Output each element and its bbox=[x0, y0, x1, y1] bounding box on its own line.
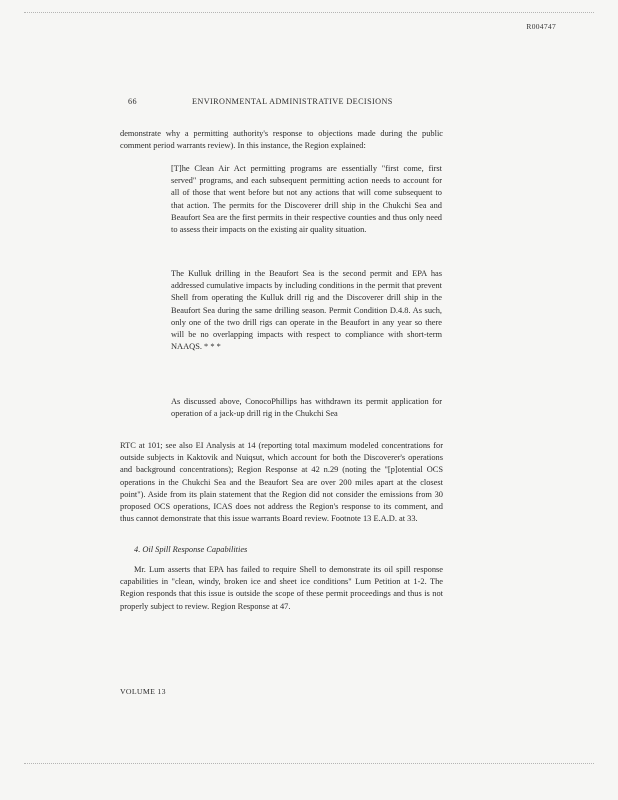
document-id: R004747 bbox=[526, 22, 556, 31]
quote-paragraph-1: [T]he Clean Air Act permitting programs are essentially "first come, first served" programs, and each subsequent permitting action needs to account for all of those that went before but not any actions that will come subsequent to that action. The permits for the Discoverer drill ship in the Chukchi Sea and Beaufort Sea are the first permits in their respective counties and thus only need to assess their impacts on the existing air quality situation. bbox=[171, 164, 442, 235]
scan-edge-bottom bbox=[24, 763, 594, 764]
scan-edge-top bbox=[24, 12, 594, 13]
section-heading: 4. Oil Spill Response Capabilities bbox=[134, 545, 248, 554]
final-paragraph: Mr. Lum asserts that EPA has failed to require Shell to demonstrate its oil spill response capabilities in "clean, windy, broken ice and sheet ice conditions" Lum Petition at 1-2. The Region responds that this issue is outside the scope of these permit proceedings and thus is not properly subject to review. Region Response at 47. bbox=[120, 565, 443, 611]
quote-paragraph-3: As discussed above, ConocoPhillips has withdrawn its permit application for operation of a jack-up drill rig in the Chukchi Sea bbox=[171, 397, 442, 419]
quote-paragraph-2: The Kulluk drilling in the Beaufort Sea is the second permit and EPA has addressed cumulative impacts by including conditions in the permit that prevent Shell from operating the Kulluk drill rig and the Discoverer drill ship in the Beaufort Sea during the same drilling season. Permit Condition D.4.8. As such, only one of the two drill rigs can operate in the Beaufort in any year so there will be no overlapping impacts with respect to compliance with short-term NAAQS. * * * bbox=[171, 269, 442, 352]
footer-volume: VOLUME 13 bbox=[120, 687, 166, 696]
running-header bbox=[128, 97, 488, 106]
continuation-paragraph: RTC at 101; see also EI Analysis at 14 (reporting total maximum modeled concentrations for outside subjects in Kaktovik and Nuiqsut, which account for both the Discoverer's operations and background concentrations); Region Response at 42 n.29 (noting the "[p]otential OCS operations in the Chukchi Sea and the Beaufort Sea are over 200 miles apart at the closest point"). Aside from its plain statement that the Region did not consider the emissions from 30 proposed OCS operations, ICAS does not address the Region's response to its comment, and thus cannot demonstrate that this issue warrants Board review. Footnote 13 E.A.D. at 33. bbox=[120, 441, 443, 524]
intro-paragraph: demonstrate why a permitting authority's response to objections made during the public comment period warrants review). In this instance, the Region explained: bbox=[120, 129, 443, 151]
running-title: ENVIRONMENTAL ADMINISTRATIVE DECISIONS bbox=[192, 97, 393, 106]
page-number: 66 bbox=[128, 97, 137, 106]
